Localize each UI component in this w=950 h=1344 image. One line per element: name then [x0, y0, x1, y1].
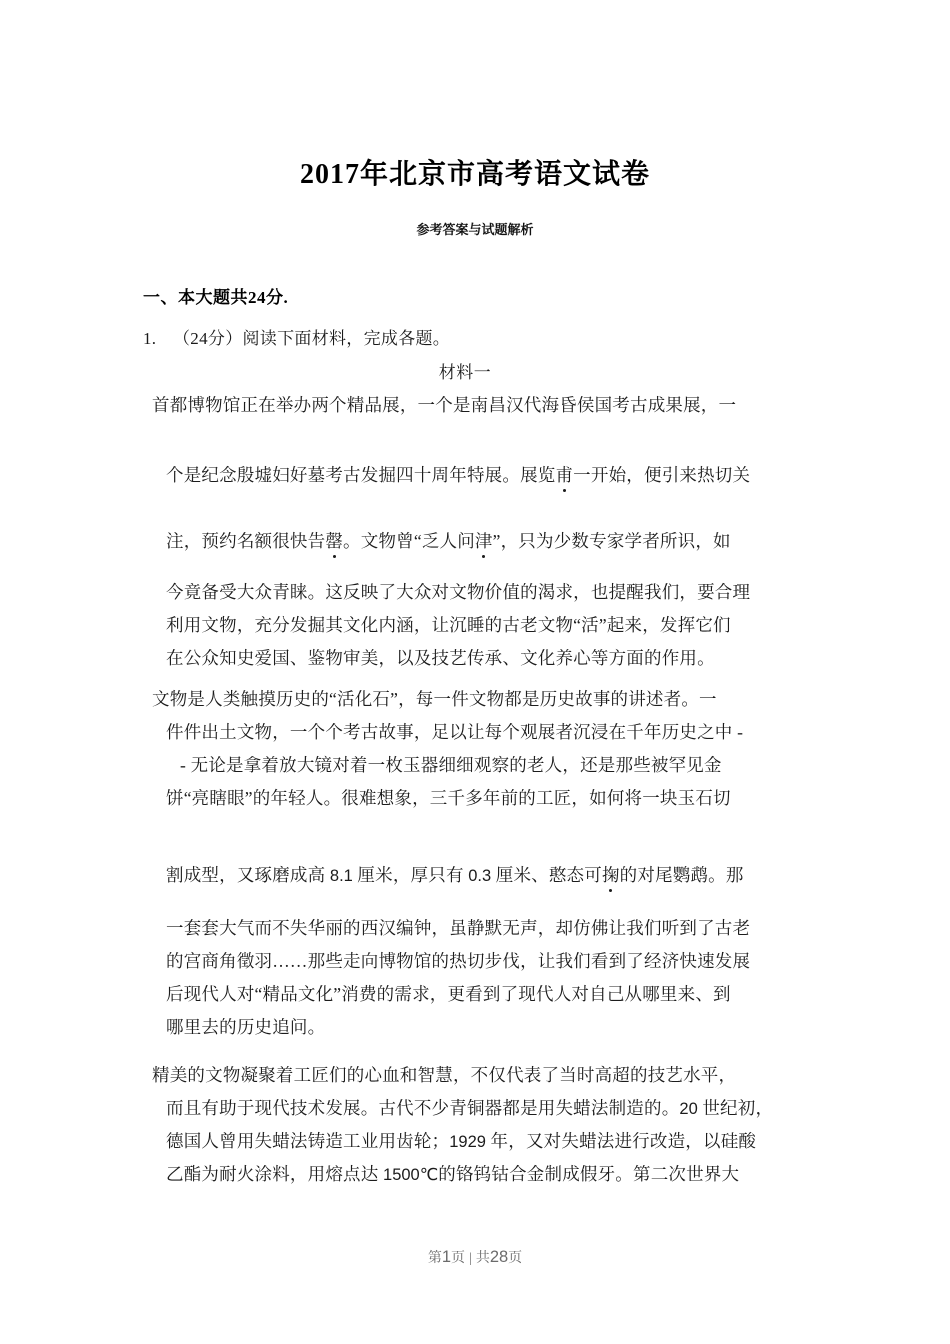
body-line: 在公众知史爱国、鉴物审美，以及技艺传承、文化养心等方面的作用。 — [166, 648, 715, 668]
numeric-run: 0.3 — [468, 867, 492, 885]
body-line: 一套套大气而不失华丽的西汉编钟，虽静默无声，却仿佛让我们听到了古老 — [166, 918, 751, 938]
footer-total-unit: 页 — [508, 1251, 523, 1266]
page-title: 2017年北京市高考语文试卷 — [299, 159, 650, 190]
body-line: 文物是人类触摸历史的“活化石”，每一件文物都是历史故事的讲述者。一 — [152, 689, 717, 709]
emphasis-dot-char: 掬 — [602, 862, 620, 887]
footer-total-pages: 28 — [489, 1248, 509, 1266]
body-line: 件件出土文物，一个个考古故事，足以让每个观展者沉浸在千年历史之中 - — [166, 722, 744, 742]
numeric-run: 8.1 — [329, 867, 353, 885]
page-subtitle: 参考答案与试题解析 — [416, 222, 534, 237]
body-line: 首都博物馆正在举办两个精品展，一个是南昌汉代海昏侯国考古成果展，一 — [152, 395, 737, 415]
question-text: （24分）阅读下面材料，完成各题。 — [173, 329, 451, 348]
footer-current-prefix: 第 — [427, 1251, 442, 1266]
body-line: 个是纪念殷墟妇好墓考古发掘四十周年特展。展览甫一开始，便引来热切关 — [166, 462, 750, 487]
body-line: 今竟备受大众青睐。这反映了大众对文物价值的渴求，也提醒我们，要合理 — [166, 582, 751, 602]
footer-total-prefix: 共 — [475, 1251, 490, 1266]
body-line: 哪里去的历史追问。 — [166, 1017, 326, 1037]
body-line: 注，预约名额很快告罄。文物曾“乏人问津”，只为少数专家学者所识，如 — [166, 528, 731, 553]
material-heading: 材料一 — [438, 363, 492, 382]
section-heading: 一、本大题共24分. — [143, 288, 289, 307]
footer-separator: | — [469, 1251, 472, 1266]
footer-current-page: 1 — [441, 1248, 451, 1266]
body-line: 后现代人对“精品文化”消费的需求，更看到了现代人对自己从哪里来、到 — [166, 984, 731, 1004]
body-line: 而且有助于现代技术发展。古代不少青铜器都是用失蜡法制造的。20 世纪初， — [166, 1098, 774, 1118]
emphasis-dot-char: 罄 — [325, 528, 343, 553]
numeric-run: 20 — [679, 1100, 698, 1118]
numeric-run: 1500 — [383, 1166, 420, 1184]
emphasis-dot-char: 甫 — [555, 462, 573, 487]
body-line: 乙酯为耐火涂料，用熔点达 1500℃的铬钨钴合金制成假牙。第二次世界大 — [166, 1164, 740, 1184]
emphasis-dot-char: 津 — [475, 528, 493, 553]
page-footer — [0, 1247, 950, 1267]
body-line: 饼“亮瞎眼”的年轻人。很难想象，三千多年前的工匠，如何将一块玉石切 — [166, 788, 731, 808]
body-line: - 无论是拿着放大镜对着一枚玉器细细观察的老人，还是那些被罕见金 — [180, 755, 722, 775]
numeric-run: ℃ — [419, 1166, 439, 1184]
body-line: 的宫商角徵羽……那些走向博物馆的热切步伐，让我们看到了经济快速发展 — [166, 951, 751, 971]
footer-page-unit: 页 — [451, 1251, 465, 1266]
body-line: 割成型，又琢磨成高 8.1 厘米，厚只有 0.3 厘米、憨态可掬的对尾鹦鹉。那 — [166, 862, 744, 887]
numeric-run: 1929 — [449, 1133, 486, 1151]
question-number: 1. — [143, 329, 157, 348]
body-line: 利用文物，充分发掘其文化内涵，让沉睡的古老文物“活”起来，发挥它们 — [166, 615, 731, 635]
question-item — [143, 324, 450, 349]
body-line: 德国人曾用失蜡法铸造工业用齿轮；1929 年，又对失蜡法进行改造，以硅酸 — [166, 1131, 757, 1151]
body-line: 精美的文物凝聚着工匠们的心血和智慧，不仅代表了当时高超的技艺水平， — [152, 1065, 737, 1085]
